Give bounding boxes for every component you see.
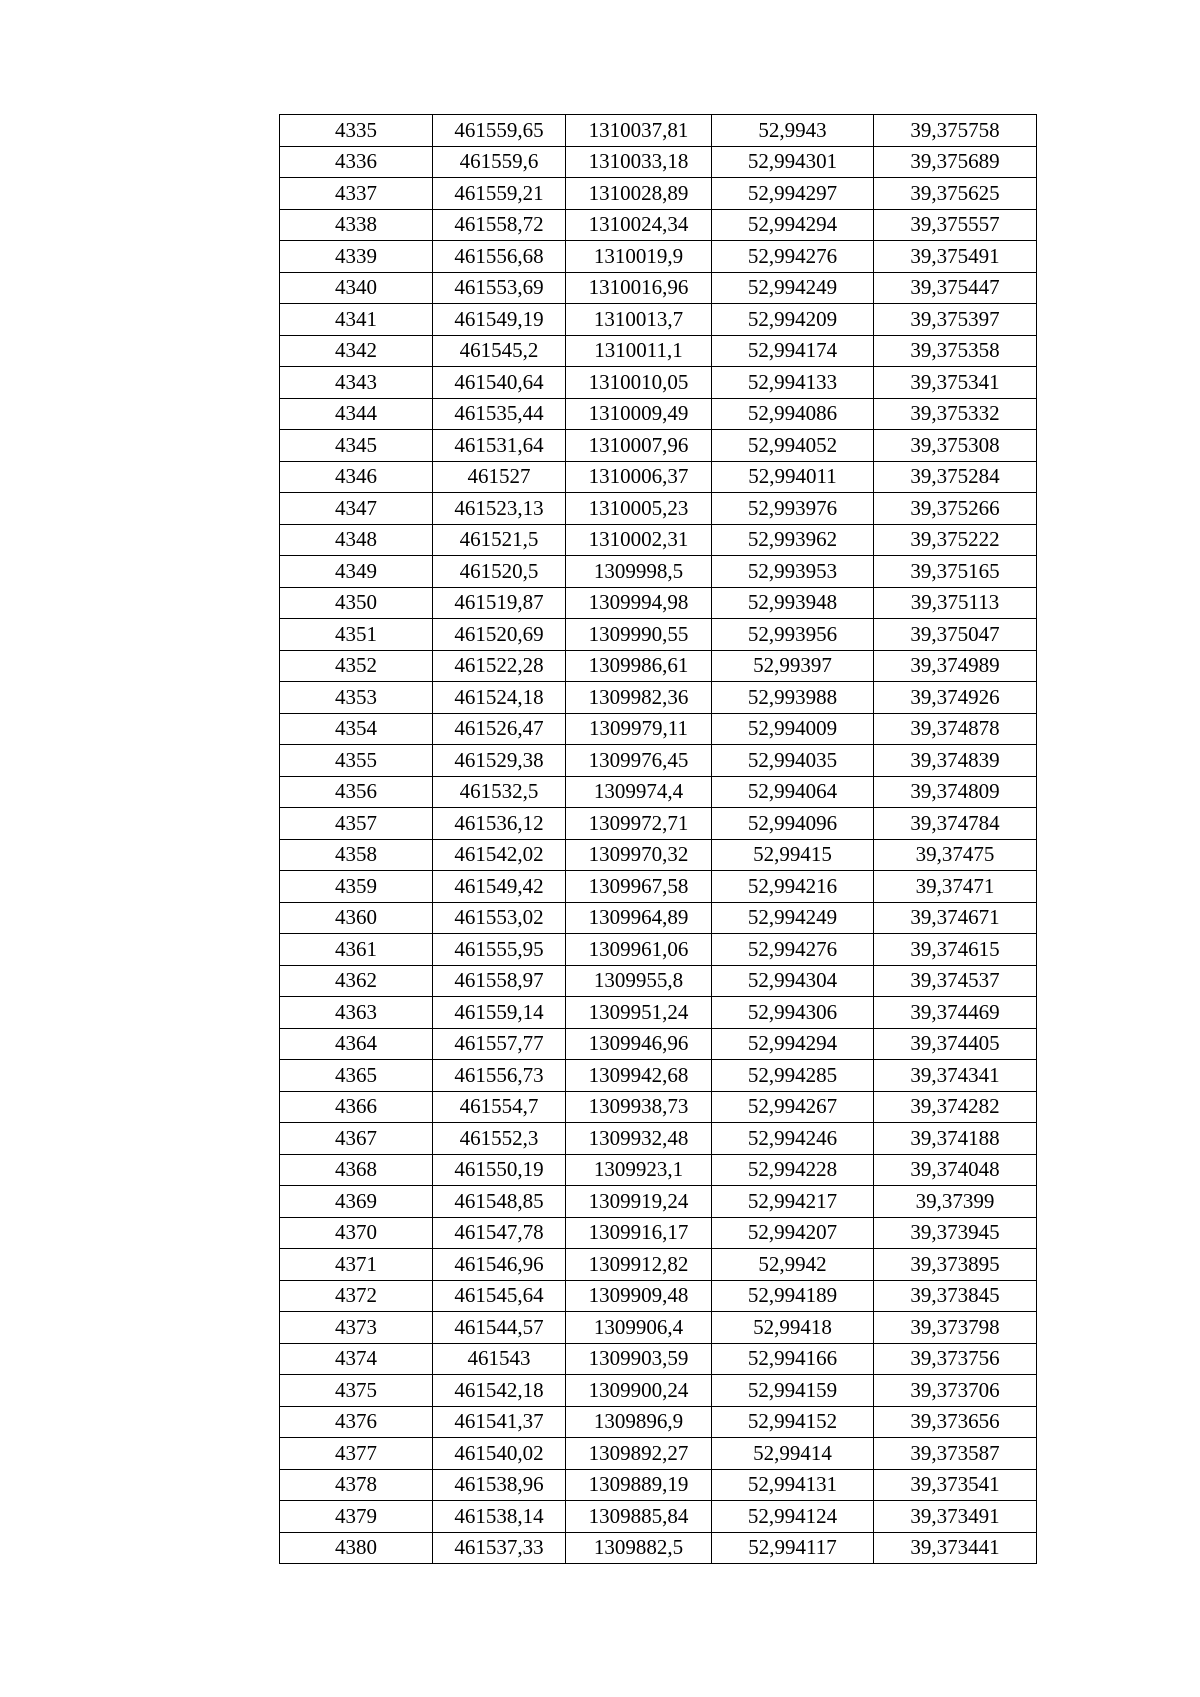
point-number-cell: 4339 — [280, 241, 433, 273]
table-row — [280, 776, 1037, 808]
longitude-cell: 39,375447 — [874, 272, 1037, 304]
x-coordinate-cell: 461542,18 — [433, 1375, 566, 1407]
table-row — [280, 1375, 1037, 1407]
longitude-cell: 39,375222 — [874, 524, 1037, 556]
latitude-cell: 52,994217 — [712, 1186, 874, 1218]
x-coordinate-cell: 461553,69 — [433, 272, 566, 304]
latitude-cell: 52,994285 — [712, 1060, 874, 1092]
x-coordinate-cell: 461521,5 — [433, 524, 566, 556]
y-coordinate-cell: 1309903,59 — [566, 1343, 712, 1375]
y-coordinate-cell: 1309970,32 — [566, 839, 712, 871]
table-row — [280, 1060, 1037, 1092]
y-coordinate-cell: 1309909,48 — [566, 1280, 712, 1312]
y-coordinate-cell: 1309967,58 — [566, 871, 712, 903]
latitude-cell: 52,9942 — [712, 1249, 874, 1281]
point-number-cell: 4364 — [280, 1028, 433, 1060]
latitude-cell: 52,994301 — [712, 146, 874, 178]
latitude-cell: 52,99397 — [712, 650, 874, 682]
point-number-cell: 4344 — [280, 398, 433, 430]
x-coordinate-cell: 461520,5 — [433, 556, 566, 588]
x-coordinate-cell: 461558,97 — [433, 965, 566, 997]
point-number-cell: 4347 — [280, 493, 433, 525]
table-row — [280, 650, 1037, 682]
latitude-cell: 52,99415 — [712, 839, 874, 871]
x-coordinate-cell: 461553,02 — [433, 902, 566, 934]
point-number-cell: 4338 — [280, 209, 433, 241]
point-number-cell: 4377 — [280, 1438, 433, 1470]
x-coordinate-cell: 461546,96 — [433, 1249, 566, 1281]
y-coordinate-cell: 1310037,81 — [566, 115, 712, 147]
longitude-cell: 39,374469 — [874, 997, 1037, 1029]
x-coordinate-cell: 461541,37 — [433, 1406, 566, 1438]
y-coordinate-cell: 1310010,05 — [566, 367, 712, 399]
point-number-cell: 4351 — [280, 619, 433, 651]
longitude-cell: 39,375308 — [874, 430, 1037, 462]
y-coordinate-cell: 1309919,24 — [566, 1186, 712, 1218]
table-row — [280, 146, 1037, 178]
table-row — [280, 1343, 1037, 1375]
point-number-cell: 4369 — [280, 1186, 433, 1218]
point-number-cell: 4348 — [280, 524, 433, 556]
point-number-cell: 4372 — [280, 1280, 433, 1312]
y-coordinate-cell: 1309912,82 — [566, 1249, 712, 1281]
x-coordinate-cell: 461519,87 — [433, 587, 566, 619]
y-coordinate-cell: 1309916,17 — [566, 1217, 712, 1249]
longitude-cell: 39,375332 — [874, 398, 1037, 430]
coordinates-table-body — [280, 115, 1037, 1564]
table-row — [280, 1028, 1037, 1060]
longitude-cell: 39,373945 — [874, 1217, 1037, 1249]
y-coordinate-cell: 1310005,23 — [566, 493, 712, 525]
latitude-cell: 52,994306 — [712, 997, 874, 1029]
longitude-cell: 39,374615 — [874, 934, 1037, 966]
y-coordinate-cell: 1309955,8 — [566, 965, 712, 997]
latitude-cell: 52,994131 — [712, 1469, 874, 1501]
longitude-cell: 39,374048 — [874, 1154, 1037, 1186]
y-coordinate-cell: 1309892,27 — [566, 1438, 712, 1470]
longitude-cell: 39,374405 — [874, 1028, 1037, 1060]
longitude-cell: 39,373895 — [874, 1249, 1037, 1281]
longitude-cell: 39,374809 — [874, 776, 1037, 808]
x-coordinate-cell: 461527 — [433, 461, 566, 493]
longitude-cell: 39,374926 — [874, 682, 1037, 714]
x-coordinate-cell: 461529,38 — [433, 745, 566, 777]
longitude-cell: 39,375557 — [874, 209, 1037, 241]
latitude-cell: 52,994011 — [712, 461, 874, 493]
y-coordinate-cell: 1309951,24 — [566, 997, 712, 1029]
point-number-cell: 4380 — [280, 1532, 433, 1564]
point-number-cell: 4349 — [280, 556, 433, 588]
table-row — [280, 682, 1037, 714]
x-coordinate-cell: 461544,57 — [433, 1312, 566, 1344]
x-coordinate-cell: 461559,65 — [433, 115, 566, 147]
point-number-cell: 4368 — [280, 1154, 433, 1186]
latitude-cell: 52,993956 — [712, 619, 874, 651]
table-row — [280, 115, 1037, 147]
latitude-cell: 52,9943 — [712, 115, 874, 147]
x-coordinate-cell: 461524,18 — [433, 682, 566, 714]
latitude-cell: 52,994166 — [712, 1343, 874, 1375]
y-coordinate-cell: 1309906,4 — [566, 1312, 712, 1344]
point-number-cell: 4374 — [280, 1343, 433, 1375]
y-coordinate-cell: 1310019,9 — [566, 241, 712, 273]
y-coordinate-cell: 1309964,89 — [566, 902, 712, 934]
latitude-cell: 52,994209 — [712, 304, 874, 336]
point-number-cell: 4376 — [280, 1406, 433, 1438]
point-number-cell: 4366 — [280, 1091, 433, 1123]
latitude-cell: 52,994009 — [712, 713, 874, 745]
table-row — [280, 304, 1037, 336]
table-row — [280, 461, 1037, 493]
longitude-cell: 39,374989 — [874, 650, 1037, 682]
table-row — [280, 997, 1037, 1029]
x-coordinate-cell: 461532,5 — [433, 776, 566, 808]
latitude-cell: 52,993948 — [712, 587, 874, 619]
x-coordinate-cell: 461526,47 — [433, 713, 566, 745]
latitude-cell: 52,994267 — [712, 1091, 874, 1123]
table-row — [280, 1154, 1037, 1186]
latitude-cell: 52,994216 — [712, 871, 874, 903]
table-row — [280, 272, 1037, 304]
table-row — [280, 902, 1037, 934]
point-number-cell: 4336 — [280, 146, 433, 178]
longitude-cell: 39,375341 — [874, 367, 1037, 399]
y-coordinate-cell: 1309986,61 — [566, 650, 712, 682]
table-row — [280, 1091, 1037, 1123]
latitude-cell: 52,994035 — [712, 745, 874, 777]
longitude-cell: 39,375491 — [874, 241, 1037, 273]
point-number-cell: 4356 — [280, 776, 433, 808]
y-coordinate-cell: 1309938,73 — [566, 1091, 712, 1123]
y-coordinate-cell: 1309972,71 — [566, 808, 712, 840]
longitude-cell: 39,37399 — [874, 1186, 1037, 1218]
latitude-cell: 52,994297 — [712, 178, 874, 210]
y-coordinate-cell: 1309961,06 — [566, 934, 712, 966]
table-row — [280, 808, 1037, 840]
point-number-cell: 4362 — [280, 965, 433, 997]
table-row — [280, 1217, 1037, 1249]
x-coordinate-cell: 461520,69 — [433, 619, 566, 651]
longitude-cell: 39,374839 — [874, 745, 1037, 777]
longitude-cell: 39,373587 — [874, 1438, 1037, 1470]
point-number-cell: 4350 — [280, 587, 433, 619]
y-coordinate-cell: 1310028,89 — [566, 178, 712, 210]
latitude-cell: 52,993953 — [712, 556, 874, 588]
latitude-cell: 52,994133 — [712, 367, 874, 399]
longitude-cell: 39,373706 — [874, 1375, 1037, 1407]
table-row — [280, 398, 1037, 430]
point-number-cell: 4341 — [280, 304, 433, 336]
latitude-cell: 52,994207 — [712, 1217, 874, 1249]
table-row — [280, 839, 1037, 871]
x-coordinate-cell: 461535,44 — [433, 398, 566, 430]
y-coordinate-cell: 1309974,4 — [566, 776, 712, 808]
longitude-cell: 39,375165 — [874, 556, 1037, 588]
point-number-cell: 4335 — [280, 115, 433, 147]
table-row — [280, 1280, 1037, 1312]
table-row — [280, 178, 1037, 210]
x-coordinate-cell: 461556,68 — [433, 241, 566, 273]
latitude-cell: 52,994294 — [712, 1028, 874, 1060]
y-coordinate-cell: 1310009,49 — [566, 398, 712, 430]
table-row — [280, 241, 1037, 273]
latitude-cell: 52,994152 — [712, 1406, 874, 1438]
point-number-cell: 4375 — [280, 1375, 433, 1407]
table-row — [280, 1469, 1037, 1501]
point-number-cell: 4354 — [280, 713, 433, 745]
x-coordinate-cell: 461543 — [433, 1343, 566, 1375]
latitude-cell: 52,994096 — [712, 808, 874, 840]
table-row — [280, 335, 1037, 367]
longitude-cell: 39,373541 — [874, 1469, 1037, 1501]
latitude-cell: 52,993988 — [712, 682, 874, 714]
latitude-cell: 52,994228 — [712, 1154, 874, 1186]
y-coordinate-cell: 1309923,1 — [566, 1154, 712, 1186]
table-row — [280, 1532, 1037, 1564]
latitude-cell: 52,994159 — [712, 1375, 874, 1407]
table-row — [280, 745, 1037, 777]
longitude-cell: 39,374282 — [874, 1091, 1037, 1123]
latitude-cell: 52,994304 — [712, 965, 874, 997]
y-coordinate-cell: 1309889,19 — [566, 1469, 712, 1501]
longitude-cell: 39,374671 — [874, 902, 1037, 934]
longitude-cell: 39,373756 — [874, 1343, 1037, 1375]
table-row — [280, 1501, 1037, 1533]
latitude-cell: 52,994246 — [712, 1123, 874, 1155]
table-row — [280, 493, 1037, 525]
x-coordinate-cell: 461545,2 — [433, 335, 566, 367]
x-coordinate-cell: 461538,96 — [433, 1469, 566, 1501]
y-coordinate-cell: 1309976,45 — [566, 745, 712, 777]
longitude-cell: 39,374784 — [874, 808, 1037, 840]
point-number-cell: 4379 — [280, 1501, 433, 1533]
table-row — [280, 209, 1037, 241]
longitude-cell: 39,375284 — [874, 461, 1037, 493]
x-coordinate-cell: 461555,95 — [433, 934, 566, 966]
latitude-cell: 52,994124 — [712, 1501, 874, 1533]
x-coordinate-cell: 461552,3 — [433, 1123, 566, 1155]
longitude-cell: 39,374341 — [874, 1060, 1037, 1092]
y-coordinate-cell: 1309882,5 — [566, 1532, 712, 1564]
latitude-cell: 52,994052 — [712, 430, 874, 462]
x-coordinate-cell: 461538,14 — [433, 1501, 566, 1533]
longitude-cell: 39,375625 — [874, 178, 1037, 210]
longitude-cell: 39,375266 — [874, 493, 1037, 525]
latitude-cell: 52,994276 — [712, 934, 874, 966]
longitude-cell: 39,375689 — [874, 146, 1037, 178]
x-coordinate-cell: 461559,6 — [433, 146, 566, 178]
latitude-cell: 52,99418 — [712, 1312, 874, 1344]
y-coordinate-cell: 1309982,36 — [566, 682, 712, 714]
longitude-cell: 39,374537 — [874, 965, 1037, 997]
table-row — [280, 1249, 1037, 1281]
point-number-cell: 4355 — [280, 745, 433, 777]
x-coordinate-cell: 461545,64 — [433, 1280, 566, 1312]
y-coordinate-cell: 1309942,68 — [566, 1060, 712, 1092]
point-number-cell: 4373 — [280, 1312, 433, 1344]
x-coordinate-cell: 461559,21 — [433, 178, 566, 210]
x-coordinate-cell: 461557,77 — [433, 1028, 566, 1060]
point-number-cell: 4378 — [280, 1469, 433, 1501]
longitude-cell: 39,375113 — [874, 587, 1037, 619]
table-row — [280, 430, 1037, 462]
latitude-cell: 52,994086 — [712, 398, 874, 430]
y-coordinate-cell: 1310002,31 — [566, 524, 712, 556]
latitude-cell: 52,993976 — [712, 493, 874, 525]
x-coordinate-cell: 461558,72 — [433, 209, 566, 241]
point-number-cell: 4361 — [280, 934, 433, 966]
x-coordinate-cell: 461542,02 — [433, 839, 566, 871]
table-row — [280, 934, 1037, 966]
point-number-cell: 4370 — [280, 1217, 433, 1249]
longitude-cell: 39,374878 — [874, 713, 1037, 745]
y-coordinate-cell: 1310007,96 — [566, 430, 712, 462]
latitude-cell: 52,994174 — [712, 335, 874, 367]
longitude-cell: 39,374188 — [874, 1123, 1037, 1155]
x-coordinate-cell: 461540,02 — [433, 1438, 566, 1470]
point-number-cell: 4353 — [280, 682, 433, 714]
latitude-cell: 52,994189 — [712, 1280, 874, 1312]
table-row — [280, 1312, 1037, 1344]
table-row — [280, 965, 1037, 997]
longitude-cell: 39,375397 — [874, 304, 1037, 336]
table-row — [280, 1186, 1037, 1218]
x-coordinate-cell: 461559,14 — [433, 997, 566, 1029]
x-coordinate-cell: 461540,64 — [433, 367, 566, 399]
latitude-cell: 52,99414 — [712, 1438, 874, 1470]
table-row — [280, 713, 1037, 745]
x-coordinate-cell: 461537,33 — [433, 1532, 566, 1564]
y-coordinate-cell: 1309990,55 — [566, 619, 712, 651]
point-number-cell: 4367 — [280, 1123, 433, 1155]
y-coordinate-cell: 1309946,96 — [566, 1028, 712, 1060]
point-number-cell: 4342 — [280, 335, 433, 367]
table-row — [280, 1406, 1037, 1438]
y-coordinate-cell: 1310013,7 — [566, 304, 712, 336]
x-coordinate-cell: 461550,19 — [433, 1154, 566, 1186]
x-coordinate-cell: 461549,42 — [433, 871, 566, 903]
point-number-cell: 4340 — [280, 272, 433, 304]
y-coordinate-cell: 1309885,84 — [566, 1501, 712, 1533]
x-coordinate-cell: 461549,19 — [433, 304, 566, 336]
longitude-cell: 39,373845 — [874, 1280, 1037, 1312]
point-number-cell: 4345 — [280, 430, 433, 462]
y-coordinate-cell: 1309900,24 — [566, 1375, 712, 1407]
point-number-cell: 4360 — [280, 902, 433, 934]
longitude-cell: 39,375047 — [874, 619, 1037, 651]
latitude-cell: 52,994276 — [712, 241, 874, 273]
y-coordinate-cell: 1309998,5 — [566, 556, 712, 588]
point-number-cell: 4357 — [280, 808, 433, 840]
x-coordinate-cell: 461548,85 — [433, 1186, 566, 1218]
longitude-cell: 39,37471 — [874, 871, 1037, 903]
y-coordinate-cell: 1309932,48 — [566, 1123, 712, 1155]
point-number-cell: 4352 — [280, 650, 433, 682]
y-coordinate-cell: 1310033,18 — [566, 146, 712, 178]
point-number-cell: 4337 — [280, 178, 433, 210]
x-coordinate-cell: 461556,73 — [433, 1060, 566, 1092]
table-row — [280, 524, 1037, 556]
y-coordinate-cell: 1310024,34 — [566, 209, 712, 241]
point-number-cell: 4363 — [280, 997, 433, 1029]
longitude-cell: 39,373441 — [874, 1532, 1037, 1564]
x-coordinate-cell: 461547,78 — [433, 1217, 566, 1249]
y-coordinate-cell: 1309896,9 — [566, 1406, 712, 1438]
longitude-cell: 39,373656 — [874, 1406, 1037, 1438]
point-number-cell: 4371 — [280, 1249, 433, 1281]
x-coordinate-cell: 461522,28 — [433, 650, 566, 682]
point-number-cell: 4365 — [280, 1060, 433, 1092]
y-coordinate-cell: 1309979,11 — [566, 713, 712, 745]
table-row — [280, 587, 1037, 619]
point-number-cell: 4346 — [280, 461, 433, 493]
table-row — [280, 556, 1037, 588]
point-number-cell: 4343 — [280, 367, 433, 399]
latitude-cell: 52,994249 — [712, 902, 874, 934]
x-coordinate-cell: 461536,12 — [433, 808, 566, 840]
y-coordinate-cell: 1310016,96 — [566, 272, 712, 304]
y-coordinate-cell: 1310011,1 — [566, 335, 712, 367]
latitude-cell: 52,994294 — [712, 209, 874, 241]
table-row — [280, 871, 1037, 903]
longitude-cell: 39,373491 — [874, 1501, 1037, 1533]
latitude-cell: 52,994117 — [712, 1532, 874, 1564]
longitude-cell: 39,373798 — [874, 1312, 1037, 1344]
x-coordinate-cell: 461531,64 — [433, 430, 566, 462]
y-coordinate-cell: 1310006,37 — [566, 461, 712, 493]
latitude-cell: 52,994064 — [712, 776, 874, 808]
latitude-cell: 52,994249 — [712, 272, 874, 304]
coordinates-table — [279, 114, 1037, 1564]
table-row — [280, 367, 1037, 399]
x-coordinate-cell: 461523,13 — [433, 493, 566, 525]
latitude-cell: 52,993962 — [712, 524, 874, 556]
longitude-cell: 39,375358 — [874, 335, 1037, 367]
y-coordinate-cell: 1309994,98 — [566, 587, 712, 619]
point-number-cell: 4359 — [280, 871, 433, 903]
longitude-cell: 39,37475 — [874, 839, 1037, 871]
x-coordinate-cell: 461554,7 — [433, 1091, 566, 1123]
table-row — [280, 1438, 1037, 1470]
longitude-cell: 39,375758 — [874, 115, 1037, 147]
point-number-cell: 4358 — [280, 839, 433, 871]
table-row — [280, 1123, 1037, 1155]
table-row — [280, 619, 1037, 651]
